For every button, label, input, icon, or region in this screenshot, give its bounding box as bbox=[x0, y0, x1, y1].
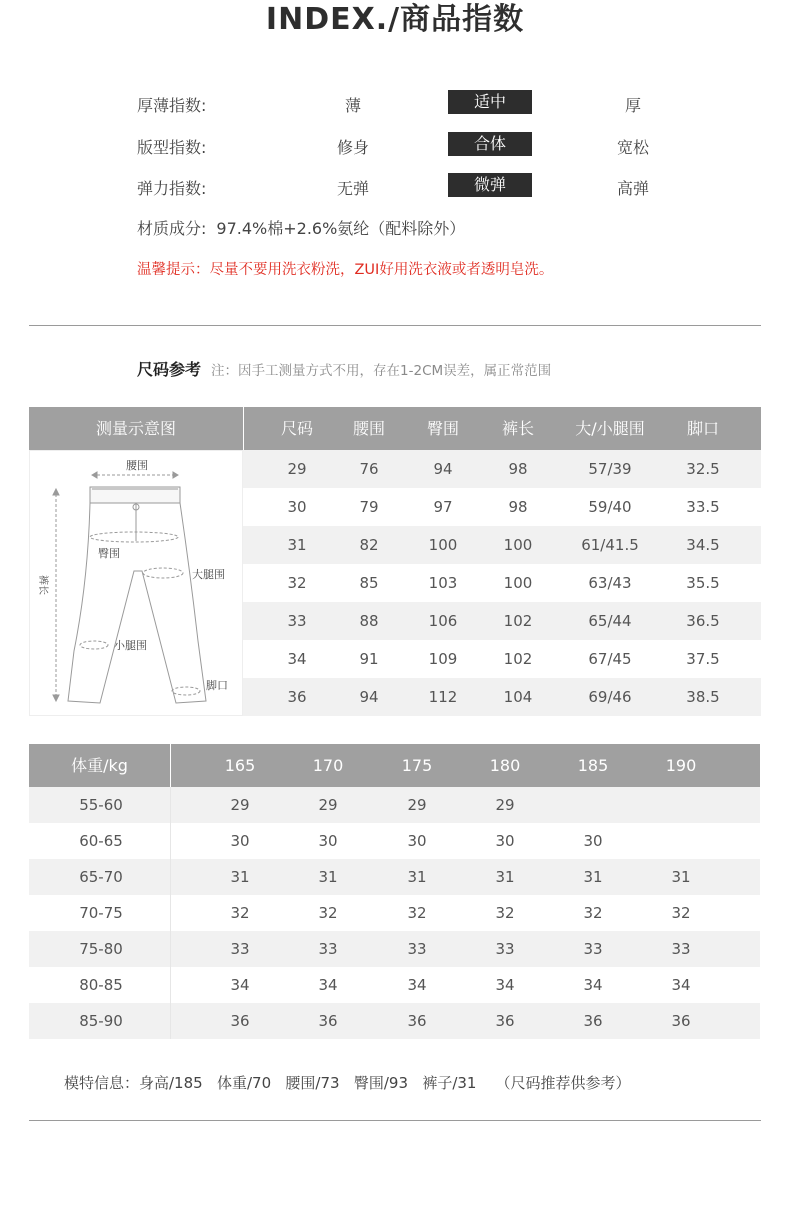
size-table-header-cell: 腰围 bbox=[352, 419, 385, 438]
size-recommend-cell: 31 bbox=[671, 868, 691, 886]
size-table-cell: 102 bbox=[503, 650, 533, 668]
size-table-cell: 31 bbox=[287, 536, 307, 554]
weight-range-cell: 70-75 bbox=[79, 904, 123, 922]
size-table-cell: 97 bbox=[433, 498, 453, 516]
care-tip: 温馨提示：尽量不要用洗衣粉洗，ZUI好用洗衣液或者透明皂洗。 bbox=[137, 262, 554, 278]
height-header-cell: 165 bbox=[224, 756, 256, 775]
size-recommend-cell: 31 bbox=[407, 868, 427, 886]
size-table-cell: 100 bbox=[428, 536, 458, 554]
index-option: 厚 bbox=[624, 96, 641, 115]
size-table-row bbox=[243, 526, 761, 564]
diagram-label-hip: 臀围 bbox=[98, 547, 120, 560]
size-table-cell: 79 bbox=[359, 498, 379, 516]
size-reference-note: 注：因手工测量方式不用，存在1-2CM误差，属正常范围 bbox=[211, 363, 552, 379]
size-table-cell: 91 bbox=[359, 650, 379, 668]
page-title: INDEX./商品指数 bbox=[265, 2, 525, 37]
size-table-row bbox=[243, 602, 761, 640]
size-table-cell: 98 bbox=[508, 460, 528, 478]
size-recommend-cell: 33 bbox=[407, 940, 427, 958]
size-recommend-cell: 31 bbox=[318, 868, 338, 886]
size-table-cell: 109 bbox=[428, 650, 458, 668]
pants-diagram-icon bbox=[30, 451, 242, 715]
size-recommend-cell: 34 bbox=[671, 976, 691, 994]
index-option: 无弹 bbox=[336, 179, 369, 198]
size-recommend-cell: 30 bbox=[495, 832, 515, 850]
size-table-header-cell: 脚口 bbox=[686, 419, 719, 438]
size-table-cell: 88 bbox=[359, 612, 379, 630]
weight-table-row bbox=[29, 1003, 760, 1039]
weight-table-row bbox=[29, 967, 760, 1003]
height-header-cell: 170 bbox=[312, 756, 344, 775]
index-option: 高弹 bbox=[616, 179, 649, 198]
size-table-cell: 29 bbox=[287, 460, 307, 478]
size-table-header-cell: 臀围 bbox=[426, 419, 459, 438]
size-table-cell: 106 bbox=[428, 612, 458, 630]
size-table-cell: 102 bbox=[503, 612, 533, 630]
size-recommend-cell: 34 bbox=[495, 976, 515, 994]
index-option: 修身 bbox=[336, 138, 369, 157]
index-label: 厚薄指数: bbox=[137, 96, 207, 115]
size-table-cell: 34.5 bbox=[686, 536, 720, 554]
diagram-label-calf: 小腿围 bbox=[114, 639, 147, 652]
size-recommend-cell bbox=[651, 823, 711, 859]
size-recommend-cell: 36 bbox=[495, 1012, 515, 1030]
size-recommend-cell: 33 bbox=[495, 940, 515, 958]
index-option-selected: 适中 bbox=[448, 90, 532, 114]
size-recommend-cell: 32 bbox=[230, 904, 250, 922]
size-table-cell: 100 bbox=[503, 574, 533, 592]
size-table-row bbox=[243, 564, 761, 602]
size-table-row bbox=[243, 640, 761, 678]
size-recommend-cell: 32 bbox=[407, 904, 427, 922]
size-recommend-cell: 33 bbox=[583, 940, 603, 958]
size-recommend-cell: 33 bbox=[671, 940, 691, 958]
model-info: 模特信息：身高/185 体重/70 腰围/73 臀围/93 裤子/31 （尺码推荐供参考） bbox=[64, 1074, 631, 1092]
index-label: 弹力指数: bbox=[137, 179, 207, 198]
size-recommend-cell: 31 bbox=[495, 868, 515, 886]
size-recommend-cell: 29 bbox=[407, 796, 427, 814]
size-table-cell: 36.5 bbox=[686, 612, 720, 630]
size-table-cell: 67/45 bbox=[588, 650, 632, 668]
weight-range-cell: 60-65 bbox=[79, 832, 123, 850]
size-recommend-cell: 36 bbox=[671, 1012, 691, 1030]
size-table-cell: 32.5 bbox=[686, 460, 720, 478]
size-recommend-cell: 34 bbox=[407, 976, 427, 994]
size-table-header bbox=[29, 407, 761, 450]
size-recommend-cell bbox=[563, 787, 623, 823]
weight-table-row bbox=[29, 787, 760, 823]
size-table-cell: 76 bbox=[359, 460, 379, 478]
size-table-cell: 103 bbox=[428, 574, 458, 592]
size-recommend-cell: 29 bbox=[230, 796, 250, 814]
size-recommend-cell: 36 bbox=[407, 1012, 427, 1030]
size-table-cell: 33.5 bbox=[686, 498, 720, 516]
diagram-label-thigh: 大腿围 bbox=[192, 568, 225, 581]
weight-range-cell: 75-80 bbox=[79, 940, 123, 958]
size-recommend-cell: 32 bbox=[671, 904, 691, 922]
weight-range-cell: 85-90 bbox=[79, 1012, 123, 1030]
size-table-row bbox=[243, 678, 761, 716]
size-recommend-cell: 29 bbox=[495, 796, 515, 814]
size-table-cell: 85 bbox=[359, 574, 379, 592]
size-recommend-cell: 32 bbox=[583, 904, 603, 922]
size-recommend-cell: 36 bbox=[230, 1012, 250, 1030]
size-table-cell: 37.5 bbox=[686, 650, 720, 668]
height-header-cell: 180 bbox=[489, 756, 521, 775]
size-recommend-cell: 34 bbox=[230, 976, 250, 994]
material-label: 材质成分: bbox=[137, 219, 207, 238]
size-table-cell: 94 bbox=[433, 460, 453, 478]
size-recommend-cell: 31 bbox=[583, 868, 603, 886]
index-option: 宽松 bbox=[616, 138, 649, 157]
weight-table-row bbox=[29, 859, 760, 895]
size-table-cell: 61/41.5 bbox=[581, 536, 639, 554]
index-row bbox=[0, 132, 790, 158]
size-recommend-cell: 31 bbox=[230, 868, 250, 886]
measurement-diagram bbox=[29, 450, 243, 716]
column-separator bbox=[170, 787, 171, 1039]
size-recommend-cell: 30 bbox=[407, 832, 427, 850]
size-table-cell: 33 bbox=[287, 612, 307, 630]
size-table-row bbox=[243, 450, 761, 488]
size-recommend-cell: 34 bbox=[583, 976, 603, 994]
size-table-header-cell: 尺码 bbox=[280, 419, 313, 438]
size-recommend-cell: 30 bbox=[318, 832, 338, 850]
size-recommend-cell: 33 bbox=[318, 940, 338, 958]
size-table-cell: 57/39 bbox=[588, 460, 632, 478]
diagram-label-length: 裤长 bbox=[37, 575, 48, 595]
divider bbox=[29, 325, 761, 326]
size-table-cell: 38.5 bbox=[686, 688, 720, 706]
size-recommend-cell: 30 bbox=[583, 832, 603, 850]
size-table-cell: 59/40 bbox=[588, 498, 632, 516]
size-reference bbox=[137, 357, 551, 380]
index-label: 版型指数: bbox=[137, 138, 207, 157]
weight-table-row bbox=[29, 823, 760, 859]
diagram-label-hem: 脚口 bbox=[206, 679, 228, 692]
weight-table-header bbox=[29, 744, 760, 787]
index-option-selected: 合体 bbox=[448, 132, 532, 156]
size-table-cell: 36 bbox=[287, 688, 307, 706]
size-table-cell: 65/44 bbox=[588, 612, 632, 630]
size-table-cell: 94 bbox=[359, 688, 379, 706]
height-header-cell: 185 bbox=[577, 756, 609, 775]
material-value: 97.4%棉+2.6%氨纶（配料除外） bbox=[216, 219, 466, 238]
size-table-cell: 35.5 bbox=[686, 574, 720, 592]
size-table-cell: 104 bbox=[503, 688, 533, 706]
size-table-row bbox=[243, 488, 761, 526]
index-row bbox=[0, 173, 790, 199]
size-table-header-cell: 大/小腿围 bbox=[575, 419, 645, 438]
size-recommend-cell: 33 bbox=[230, 940, 250, 958]
size-recommend-cell: 29 bbox=[318, 796, 338, 814]
weight-table-row bbox=[29, 895, 760, 931]
size-table-header-cell: 裤长 bbox=[501, 419, 534, 438]
size-recommend-cell: 36 bbox=[583, 1012, 603, 1030]
header-separator bbox=[243, 407, 244, 450]
size-recommend-cell bbox=[651, 787, 711, 823]
weight-table-row bbox=[29, 931, 760, 967]
size-table-cell: 98 bbox=[508, 498, 528, 516]
index-option-selected: 微弹 bbox=[448, 173, 532, 197]
size-table-cell: 30 bbox=[287, 498, 307, 516]
size-table-cell: 69/46 bbox=[588, 688, 632, 706]
size-table-cell: 63/43 bbox=[588, 574, 632, 592]
size-table-cell: 112 bbox=[428, 688, 458, 706]
diagram-header: 测量示意图 bbox=[95, 419, 176, 438]
material-composition bbox=[137, 216, 465, 239]
size-table-cell: 100 bbox=[503, 536, 533, 554]
diagram-label-waist: 腰围 bbox=[126, 459, 148, 472]
size-table-cell: 32 bbox=[287, 574, 307, 592]
size-recommend-cell: 34 bbox=[318, 976, 338, 994]
weight-corner-header: 体重/kg bbox=[71, 756, 128, 775]
size-table-cell: 82 bbox=[359, 536, 379, 554]
weight-range-cell: 55-60 bbox=[79, 796, 123, 814]
size-recommend-cell: 32 bbox=[318, 904, 338, 922]
header-separator bbox=[170, 744, 171, 787]
size-table-cell: 34 bbox=[287, 650, 307, 668]
weight-range-cell: 65-70 bbox=[79, 868, 123, 886]
size-recommend-cell: 36 bbox=[318, 1012, 338, 1030]
height-header-cell: 175 bbox=[401, 756, 433, 775]
height-header-cell: 190 bbox=[665, 756, 697, 775]
size-recommend-cell: 32 bbox=[495, 904, 515, 922]
index-row bbox=[0, 90, 790, 116]
index-option: 薄 bbox=[344, 96, 361, 115]
size-recommend-cell: 30 bbox=[230, 832, 250, 850]
size-reference-heading: 尺码参考 bbox=[137, 360, 202, 379]
weight-range-cell: 80-85 bbox=[79, 976, 123, 994]
divider bbox=[29, 1120, 761, 1121]
